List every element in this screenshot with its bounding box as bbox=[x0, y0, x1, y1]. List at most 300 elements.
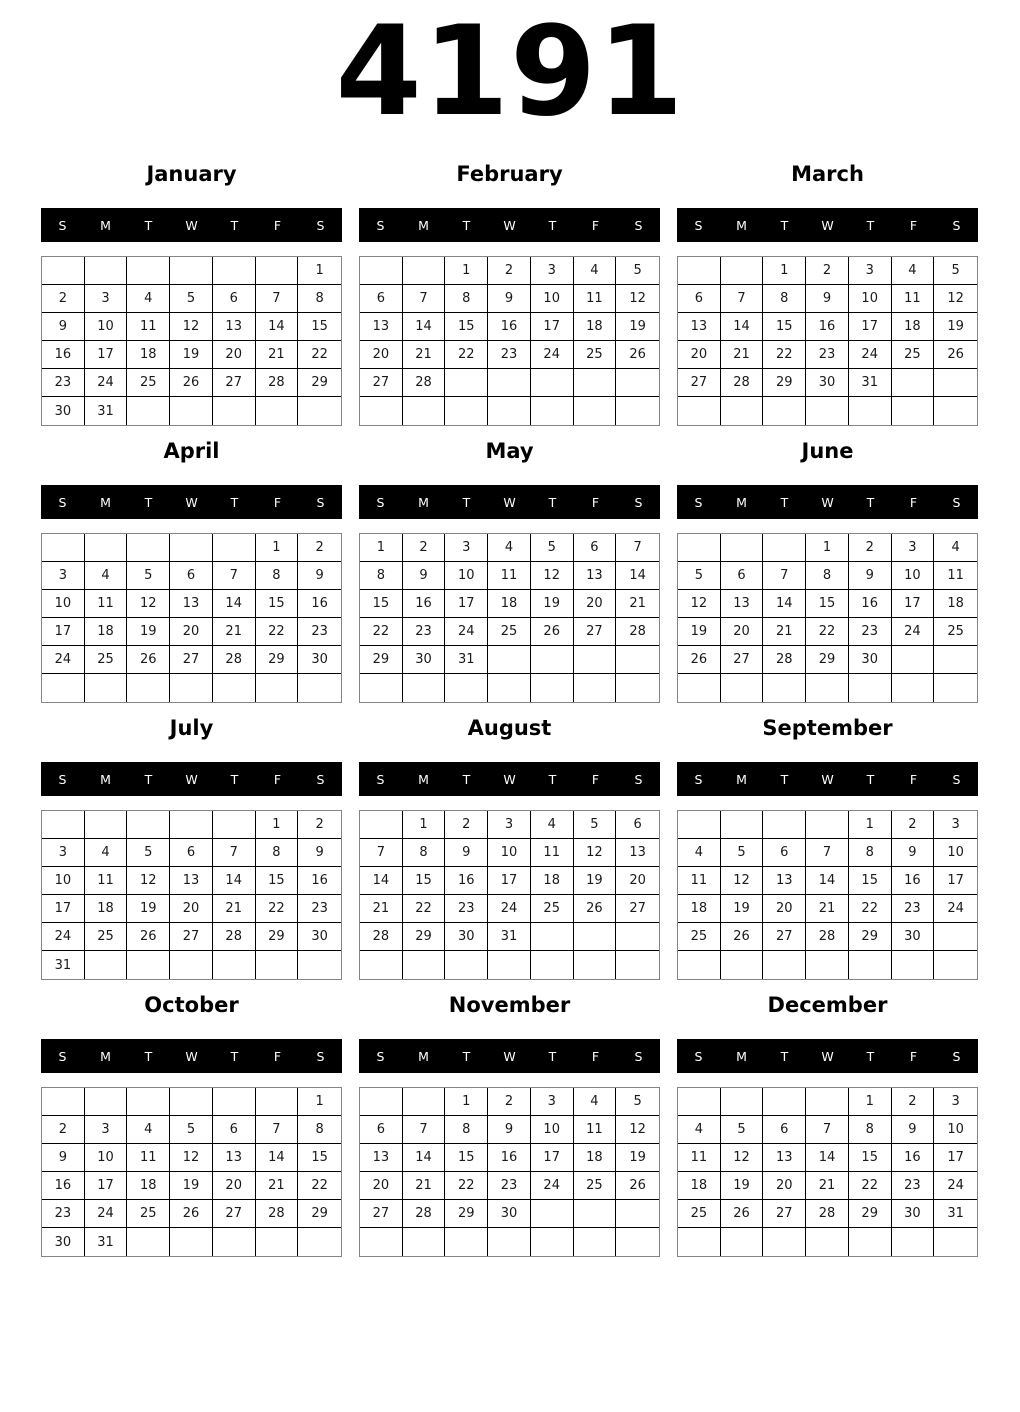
day-cell: 15 bbox=[256, 590, 299, 618]
day-cell: 30 bbox=[488, 1200, 531, 1228]
day-cell: 10 bbox=[42, 590, 85, 618]
weekday-label: M bbox=[418, 494, 429, 510]
day-cell: 23 bbox=[445, 895, 488, 923]
day-cell: 9 bbox=[445, 839, 488, 867]
day-cell bbox=[170, 257, 213, 285]
weekday-label: S bbox=[376, 217, 385, 233]
weekday-label: W bbox=[503, 771, 516, 787]
weekday-header-row bbox=[41, 485, 342, 519]
day-cell bbox=[574, 397, 617, 425]
day-cell: 14 bbox=[256, 1144, 299, 1172]
day-cell: 27 bbox=[360, 369, 403, 397]
day-cell: 3 bbox=[85, 285, 128, 313]
day-cell bbox=[170, 534, 213, 562]
weekday-label: T bbox=[144, 771, 153, 787]
weekday-label: S bbox=[694, 217, 703, 233]
day-cell: 27 bbox=[360, 1200, 403, 1228]
day-cell bbox=[678, 397, 721, 425]
day-cell: 11 bbox=[85, 590, 128, 618]
day-cell: 4 bbox=[488, 534, 531, 562]
day-cell: 10 bbox=[42, 867, 85, 895]
day-cell: 3 bbox=[85, 1116, 128, 1144]
weekday-label: S bbox=[634, 1048, 643, 1064]
month-date-grid bbox=[41, 533, 342, 703]
day-cell: 11 bbox=[531, 839, 574, 867]
day-cell: 12 bbox=[170, 1144, 213, 1172]
day-cell bbox=[721, 397, 764, 425]
month-date-grid bbox=[677, 256, 978, 426]
day-cell: 25 bbox=[127, 369, 170, 397]
day-cell bbox=[531, 646, 574, 674]
day-cell: 4 bbox=[574, 1088, 617, 1116]
day-cell bbox=[213, 674, 256, 702]
day-cell: 16 bbox=[488, 313, 531, 341]
day-cell: 27 bbox=[213, 1200, 256, 1228]
weekday-label: S bbox=[952, 771, 961, 787]
day-cell bbox=[531, 369, 574, 397]
day-cell: 17 bbox=[892, 590, 935, 618]
day-cell: 17 bbox=[42, 618, 85, 646]
weekday-label: W bbox=[185, 217, 198, 233]
day-cell bbox=[678, 674, 721, 702]
day-cell bbox=[170, 674, 213, 702]
day-cell: 6 bbox=[763, 1116, 806, 1144]
weekday-label: T bbox=[780, 494, 789, 510]
weekday-label: W bbox=[503, 494, 516, 510]
day-cell: 28 bbox=[403, 369, 446, 397]
day-cell: 7 bbox=[213, 562, 256, 590]
day-cell: 6 bbox=[213, 285, 256, 313]
day-cell: 16 bbox=[892, 1144, 935, 1172]
day-cell bbox=[892, 951, 935, 979]
weekday-label: S bbox=[952, 217, 961, 233]
day-cell: 1 bbox=[849, 811, 892, 839]
day-cell: 29 bbox=[763, 369, 806, 397]
day-cell: 2 bbox=[488, 257, 531, 285]
day-cell bbox=[445, 369, 488, 397]
day-cell bbox=[616, 369, 659, 397]
day-cell: 8 bbox=[403, 839, 446, 867]
day-cell: 30 bbox=[298, 646, 341, 674]
month-block bbox=[677, 160, 978, 426]
day-cell: 29 bbox=[849, 923, 892, 951]
day-cell: 3 bbox=[531, 257, 574, 285]
day-cell bbox=[721, 534, 764, 562]
day-cell: 13 bbox=[678, 313, 721, 341]
day-cell: 25 bbox=[488, 618, 531, 646]
day-cell: 5 bbox=[616, 1088, 659, 1116]
day-cell: 27 bbox=[678, 369, 721, 397]
day-cell: 6 bbox=[213, 1116, 256, 1144]
day-cell bbox=[85, 534, 128, 562]
day-cell bbox=[170, 951, 213, 979]
month-title: July bbox=[169, 716, 214, 740]
day-cell: 30 bbox=[806, 369, 849, 397]
month-block bbox=[677, 437, 978, 703]
day-cell bbox=[806, 951, 849, 979]
month-date-grid bbox=[677, 810, 978, 980]
day-cell: 16 bbox=[445, 867, 488, 895]
day-cell: 25 bbox=[127, 1200, 170, 1228]
day-cell: 29 bbox=[445, 1200, 488, 1228]
day-cell: 18 bbox=[488, 590, 531, 618]
day-cell: 9 bbox=[42, 313, 85, 341]
day-cell: 20 bbox=[721, 618, 764, 646]
day-cell bbox=[763, 951, 806, 979]
day-cell: 3 bbox=[934, 1088, 977, 1116]
day-cell: 14 bbox=[213, 867, 256, 895]
day-cell: 28 bbox=[616, 618, 659, 646]
day-cell: 18 bbox=[127, 1172, 170, 1200]
day-cell bbox=[721, 257, 764, 285]
months-grid bbox=[41, 160, 979, 1257]
day-cell bbox=[849, 1228, 892, 1256]
day-cell: 28 bbox=[806, 923, 849, 951]
weekday-label: F bbox=[591, 1048, 600, 1064]
day-cell: 22 bbox=[849, 895, 892, 923]
day-cell bbox=[170, 397, 213, 425]
day-cell: 8 bbox=[256, 839, 299, 867]
day-cell: 7 bbox=[616, 534, 659, 562]
day-cell bbox=[213, 257, 256, 285]
day-cell bbox=[42, 257, 85, 285]
day-cell: 9 bbox=[892, 1116, 935, 1144]
day-cell: 10 bbox=[445, 562, 488, 590]
day-cell bbox=[85, 257, 128, 285]
weekday-label: T bbox=[866, 771, 875, 787]
day-cell bbox=[678, 951, 721, 979]
day-cell: 4 bbox=[127, 285, 170, 313]
day-cell: 12 bbox=[721, 1144, 764, 1172]
day-cell: 22 bbox=[763, 341, 806, 369]
day-cell: 14 bbox=[806, 1144, 849, 1172]
day-cell: 13 bbox=[763, 1144, 806, 1172]
weekday-label: F bbox=[273, 217, 282, 233]
day-cell: 15 bbox=[763, 313, 806, 341]
weekday-label: W bbox=[821, 217, 834, 233]
day-cell: 11 bbox=[678, 1144, 721, 1172]
weekday-label: M bbox=[100, 217, 111, 233]
day-cell bbox=[213, 811, 256, 839]
day-cell: 3 bbox=[934, 811, 977, 839]
day-cell bbox=[531, 1228, 574, 1256]
month-block bbox=[41, 991, 342, 1257]
day-cell bbox=[42, 534, 85, 562]
day-cell: 1 bbox=[298, 1088, 341, 1116]
day-cell bbox=[403, 397, 446, 425]
day-cell bbox=[934, 369, 977, 397]
day-cell bbox=[531, 674, 574, 702]
day-cell: 7 bbox=[213, 839, 256, 867]
day-cell: 6 bbox=[721, 562, 764, 590]
day-cell bbox=[721, 811, 764, 839]
day-cell: 23 bbox=[892, 895, 935, 923]
day-cell: 27 bbox=[170, 646, 213, 674]
day-cell bbox=[488, 674, 531, 702]
day-cell: 19 bbox=[678, 618, 721, 646]
day-cell: 23 bbox=[849, 618, 892, 646]
day-cell bbox=[849, 674, 892, 702]
weekday-label: M bbox=[100, 1048, 111, 1064]
weekday-label: M bbox=[100, 494, 111, 510]
day-cell: 21 bbox=[256, 341, 299, 369]
day-cell: 27 bbox=[721, 646, 764, 674]
day-cell bbox=[678, 1088, 721, 1116]
day-cell: 6 bbox=[763, 839, 806, 867]
weekday-label: W bbox=[185, 1048, 198, 1064]
day-cell: 25 bbox=[678, 923, 721, 951]
day-cell: 4 bbox=[85, 839, 128, 867]
day-cell: 9 bbox=[892, 839, 935, 867]
day-cell bbox=[445, 1228, 488, 1256]
day-cell: 1 bbox=[445, 257, 488, 285]
day-cell: 5 bbox=[531, 534, 574, 562]
day-cell: 20 bbox=[763, 895, 806, 923]
month-block bbox=[359, 991, 660, 1257]
day-cell: 19 bbox=[616, 313, 659, 341]
day-cell: 20 bbox=[213, 341, 256, 369]
day-cell: 17 bbox=[934, 1144, 977, 1172]
day-cell: 6 bbox=[170, 562, 213, 590]
day-cell: 18 bbox=[574, 313, 617, 341]
day-cell: 29 bbox=[360, 646, 403, 674]
day-cell: 12 bbox=[127, 867, 170, 895]
weekday-label: T bbox=[866, 1048, 875, 1064]
day-cell: 21 bbox=[213, 618, 256, 646]
day-cell: 15 bbox=[403, 867, 446, 895]
weekday-label: T bbox=[780, 771, 789, 787]
weekday-label: T bbox=[462, 771, 471, 787]
weekday-label: M bbox=[418, 217, 429, 233]
day-cell: 30 bbox=[892, 1200, 935, 1228]
weekday-label: M bbox=[736, 1048, 747, 1064]
day-cell: 4 bbox=[934, 534, 977, 562]
day-cell bbox=[298, 674, 341, 702]
weekday-label: T bbox=[144, 1048, 153, 1064]
month-block bbox=[41, 160, 342, 426]
day-cell: 18 bbox=[574, 1144, 617, 1172]
day-cell: 14 bbox=[360, 867, 403, 895]
weekday-label: W bbox=[821, 1048, 834, 1064]
day-cell: 3 bbox=[445, 534, 488, 562]
day-cell bbox=[127, 534, 170, 562]
day-cell: 5 bbox=[934, 257, 977, 285]
day-cell: 19 bbox=[574, 867, 617, 895]
day-cell: 8 bbox=[445, 285, 488, 313]
day-cell: 11 bbox=[85, 867, 128, 895]
day-cell bbox=[213, 397, 256, 425]
day-cell bbox=[256, 674, 299, 702]
day-cell: 22 bbox=[849, 1172, 892, 1200]
weekday-header-row bbox=[677, 1039, 978, 1073]
day-cell: 15 bbox=[849, 867, 892, 895]
day-cell bbox=[574, 1200, 617, 1228]
month-block bbox=[41, 714, 342, 980]
day-cell: 16 bbox=[42, 341, 85, 369]
day-cell bbox=[488, 951, 531, 979]
day-cell: 21 bbox=[256, 1172, 299, 1200]
day-cell: 30 bbox=[42, 397, 85, 425]
day-cell: 17 bbox=[85, 341, 128, 369]
weekday-label: T bbox=[548, 494, 557, 510]
day-cell bbox=[445, 674, 488, 702]
day-cell: 30 bbox=[849, 646, 892, 674]
day-cell: 5 bbox=[678, 562, 721, 590]
day-cell: 28 bbox=[213, 646, 256, 674]
day-cell: 25 bbox=[85, 646, 128, 674]
day-cell: 21 bbox=[403, 341, 446, 369]
day-cell: 18 bbox=[892, 313, 935, 341]
day-cell: 16 bbox=[849, 590, 892, 618]
day-cell bbox=[934, 951, 977, 979]
day-cell: 30 bbox=[445, 923, 488, 951]
day-cell: 22 bbox=[445, 341, 488, 369]
day-cell: 22 bbox=[256, 618, 299, 646]
day-cell: 30 bbox=[42, 1228, 85, 1256]
weekday-label: T bbox=[462, 217, 471, 233]
day-cell: 21 bbox=[360, 895, 403, 923]
day-cell: 22 bbox=[403, 895, 446, 923]
day-cell: 27 bbox=[763, 923, 806, 951]
weekday-label: W bbox=[185, 771, 198, 787]
day-cell: 1 bbox=[256, 811, 299, 839]
weekday-label: M bbox=[736, 217, 747, 233]
day-cell: 13 bbox=[360, 1144, 403, 1172]
day-cell: 28 bbox=[360, 923, 403, 951]
day-cell: 17 bbox=[42, 895, 85, 923]
day-cell: 4 bbox=[678, 1116, 721, 1144]
day-cell: 12 bbox=[678, 590, 721, 618]
day-cell bbox=[616, 923, 659, 951]
day-cell: 28 bbox=[763, 646, 806, 674]
day-cell: 26 bbox=[170, 1200, 213, 1228]
weekday-label: W bbox=[185, 494, 198, 510]
weekday-header-row bbox=[677, 485, 978, 519]
day-cell bbox=[42, 811, 85, 839]
day-cell: 21 bbox=[763, 618, 806, 646]
day-cell: 26 bbox=[721, 923, 764, 951]
day-cell: 5 bbox=[721, 839, 764, 867]
weekday-label: F bbox=[273, 494, 282, 510]
day-cell bbox=[213, 1228, 256, 1256]
weekday-label: T bbox=[548, 217, 557, 233]
month-date-grid bbox=[359, 1087, 660, 1257]
day-cell: 17 bbox=[445, 590, 488, 618]
day-cell: 3 bbox=[531, 1088, 574, 1116]
day-cell bbox=[488, 646, 531, 674]
day-cell: 4 bbox=[892, 257, 935, 285]
day-cell: 9 bbox=[488, 285, 531, 313]
day-cell: 9 bbox=[488, 1116, 531, 1144]
day-cell: 31 bbox=[849, 369, 892, 397]
day-cell: 16 bbox=[42, 1172, 85, 1200]
day-cell bbox=[616, 1228, 659, 1256]
month-block bbox=[359, 714, 660, 980]
weekday-header-row bbox=[359, 485, 660, 519]
day-cell bbox=[298, 951, 341, 979]
day-cell: 14 bbox=[256, 313, 299, 341]
day-cell bbox=[934, 1228, 977, 1256]
day-cell bbox=[127, 1088, 170, 1116]
weekday-label: S bbox=[952, 1048, 961, 1064]
weekday-label: T bbox=[462, 494, 471, 510]
weekday-label: S bbox=[316, 494, 325, 510]
day-cell bbox=[806, 811, 849, 839]
day-cell: 24 bbox=[42, 646, 85, 674]
day-cell: 24 bbox=[934, 895, 977, 923]
day-cell: 20 bbox=[763, 1172, 806, 1200]
day-cell: 2 bbox=[892, 811, 935, 839]
day-cell: 11 bbox=[127, 313, 170, 341]
day-cell: 16 bbox=[403, 590, 446, 618]
day-cell: 8 bbox=[445, 1116, 488, 1144]
day-cell: 19 bbox=[127, 895, 170, 923]
day-cell: 8 bbox=[849, 839, 892, 867]
day-cell: 9 bbox=[849, 562, 892, 590]
day-cell: 15 bbox=[806, 590, 849, 618]
day-cell: 23 bbox=[488, 1172, 531, 1200]
day-cell bbox=[531, 397, 574, 425]
month-block bbox=[677, 714, 978, 980]
day-cell: 20 bbox=[170, 895, 213, 923]
day-cell: 13 bbox=[574, 562, 617, 590]
day-cell: 23 bbox=[806, 341, 849, 369]
day-cell: 10 bbox=[85, 313, 128, 341]
weekday-label: T bbox=[462, 1048, 471, 1064]
day-cell: 14 bbox=[403, 1144, 446, 1172]
day-cell bbox=[574, 369, 617, 397]
day-cell: 9 bbox=[298, 562, 341, 590]
day-cell: 3 bbox=[892, 534, 935, 562]
day-cell: 7 bbox=[256, 285, 299, 313]
day-cell: 12 bbox=[531, 562, 574, 590]
day-cell: 10 bbox=[934, 839, 977, 867]
day-cell: 28 bbox=[256, 369, 299, 397]
weekday-label: F bbox=[591, 217, 600, 233]
weekday-label: F bbox=[273, 1048, 282, 1064]
day-cell: 3 bbox=[42, 562, 85, 590]
day-cell bbox=[763, 674, 806, 702]
day-cell bbox=[256, 951, 299, 979]
day-cell: 24 bbox=[934, 1172, 977, 1200]
day-cell: 5 bbox=[574, 811, 617, 839]
weekday-header-row bbox=[359, 1039, 660, 1073]
weekday-label: F bbox=[273, 771, 282, 787]
day-cell: 20 bbox=[616, 867, 659, 895]
month-title: May bbox=[485, 439, 534, 463]
day-cell: 8 bbox=[298, 285, 341, 313]
day-cell: 28 bbox=[806, 1200, 849, 1228]
month-title: February bbox=[456, 162, 563, 186]
weekday-label: W bbox=[503, 217, 516, 233]
day-cell: 26 bbox=[127, 923, 170, 951]
day-cell: 2 bbox=[42, 1116, 85, 1144]
day-cell: 29 bbox=[256, 923, 299, 951]
day-cell: 26 bbox=[616, 341, 659, 369]
day-cell: 31 bbox=[488, 923, 531, 951]
day-cell bbox=[806, 1228, 849, 1256]
day-cell: 18 bbox=[531, 867, 574, 895]
day-cell: 6 bbox=[360, 285, 403, 313]
day-cell: 14 bbox=[806, 867, 849, 895]
weekday-label: T bbox=[780, 217, 789, 233]
day-cell: 6 bbox=[616, 811, 659, 839]
day-cell: 1 bbox=[360, 534, 403, 562]
day-cell: 24 bbox=[488, 895, 531, 923]
day-cell: 4 bbox=[574, 257, 617, 285]
day-cell bbox=[360, 1088, 403, 1116]
weekday-label: F bbox=[909, 1048, 918, 1064]
